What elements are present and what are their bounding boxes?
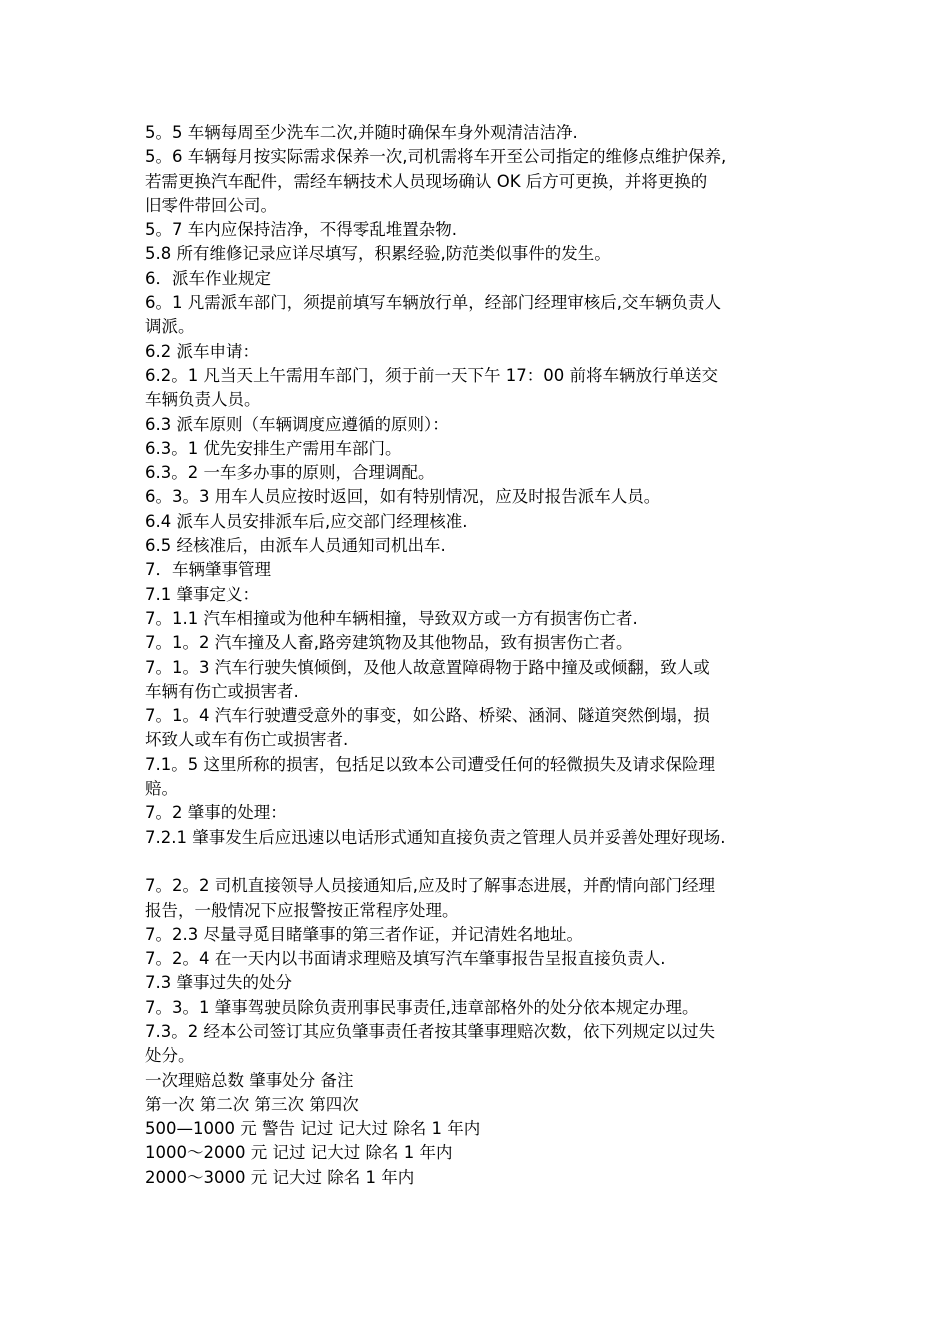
- text-line: 车辆负责人员。: [145, 390, 261, 410]
- text-line: 7.1 肇事定义：: [145, 584, 259, 604]
- text-line: 5。7 车内应保持洁净，不得零乱堆置杂物.: [145, 220, 457, 240]
- text-line: 6.3。2 一车多办事的原则，合理调配。: [145, 463, 435, 483]
- text-line: 6.2。1 凡当天上午需用车部门，须于前一天下午 17：00 前将车辆放行单送交: [145, 365, 718, 385]
- text-line: 7。1。2 汽车撞及人畜,路旁建筑物及其他物品，致有损害伤亡者。: [145, 633, 633, 653]
- table-text-line: 第一次 第二次 第三次 第四次: [145, 1094, 359, 1114]
- text-line: 坏致人或车有伤亡或损害者.: [145, 730, 349, 750]
- document-body: [145, 121, 825, 1190]
- text-line: 7。2 肇事的处理：: [145, 803, 287, 823]
- text-line: 7.1。5 这里所称的损害，包括足以致本公司遭受任何的轻微损失及请求保险理: [145, 754, 715, 774]
- text-line: 7。2。4 在一天内以书面请求理赔及填写汽车肇事报告呈报直接负责人.: [145, 949, 666, 969]
- text-line: 旧零件带回公司。: [145, 195, 277, 215]
- text-line: 7。1。4 汽车行驶遭受意外的事变，如公路、桥梁、涵洞、隧道突然倒塌，损: [145, 706, 710, 726]
- text-line: 6.3。1 优先安排生产需用车部门。: [145, 438, 402, 458]
- text-line: 6。3。3 用车人员应按时返回，如有特别情况，应及时报告派车人员。: [145, 487, 661, 507]
- text-line: 7。1.1 汽车相撞或为他种车辆相撞，导致双方或一方有损害伤亡者.: [145, 608, 638, 628]
- text-line: 5.8 所有维修记录应详尽填写，积累经验,防范类似事件的发生。: [145, 244, 611, 264]
- text-line: 6。1 凡需派车部门，须提前填写车辆放行单，经部门经理审核后,交车辆负责人: [145, 293, 721, 313]
- text-line: 7。3。1 肇事驾驶员除负责刑事民事责任,违章部格外的处分依本规定办理。: [145, 997, 699, 1017]
- text-line: 处分。: [145, 1046, 195, 1066]
- text-line: 7。2.3 尽量寻觅目睹肇事的第三者作证，并记清姓名地址。: [145, 924, 583, 944]
- table-text-line: 一次理赔总数 肇事处分 备注: [145, 1070, 354, 1090]
- text-line: 赔。: [145, 779, 178, 799]
- text-line: 6.5 经核准后，由派车人员通知司机出车.: [145, 536, 446, 556]
- section-heading: 6．派车作业规定: [145, 268, 271, 288]
- blank-line: [145, 850, 825, 874]
- text-line: 5。6 车辆每月按实际需求保养一次,司机需将车开至公司指定的维修点维护保养,: [145, 147, 727, 167]
- table-text-line: 500—1000 元 警告 记过 记大过 除名 1 年内: [145, 1119, 481, 1139]
- text-line: 7.3。2 经本公司签订其应负肇事责任者按其肇事理赔次数，依下列规定以过失: [145, 1021, 715, 1041]
- text-line: 5。5 车辆每周至少洗车二次,并随时确保车身外观清洁洁净.: [145, 123, 578, 142]
- text-line: 6.2 派车申请：: [145, 341, 259, 361]
- text-line: 若需更换汽车配件，需经车辆技术人员现场确认 OK 后方可更换，并将更换的: [145, 171, 708, 191]
- text-line: 车辆有伤亡或损害者.: [145, 681, 299, 701]
- table-text-line: 2000～3000 元 记大过 除名 1 年内: [145, 1167, 415, 1187]
- text-line: 7。1。3 汽车行驶失慎倾倒，及他人故意置障碍物于路中撞及或倾翻，致人或: [145, 657, 710, 677]
- text-line: 7.3 肇事过失的处分: [145, 973, 292, 993]
- text-line: 6.4 派车人员安排派车后,应交部门经理核准.: [145, 511, 468, 531]
- text-line: 7。2。2 司机直接领导人员接通知后,应及时了解事态进展，并酌情向部门经理: [145, 876, 715, 896]
- text-line: 7.2.1 肇事发生后应迅速以电话形式通知直接负责之管理人员并妥善处理好现场.: [145, 827, 726, 847]
- table-text-line: 1000～2000 元 记过 记大过 除名 1 年内: [145, 1143, 453, 1163]
- text-line: 调派。: [145, 317, 195, 337]
- text-line: 6.3 派车原则（车辆调度应遵循的原则）：: [145, 414, 449, 434]
- text-line: 报告，一般情况下应报警按正常程序处理。: [145, 900, 459, 920]
- section-heading: 7．车辆肇事管理: [145, 560, 271, 580]
